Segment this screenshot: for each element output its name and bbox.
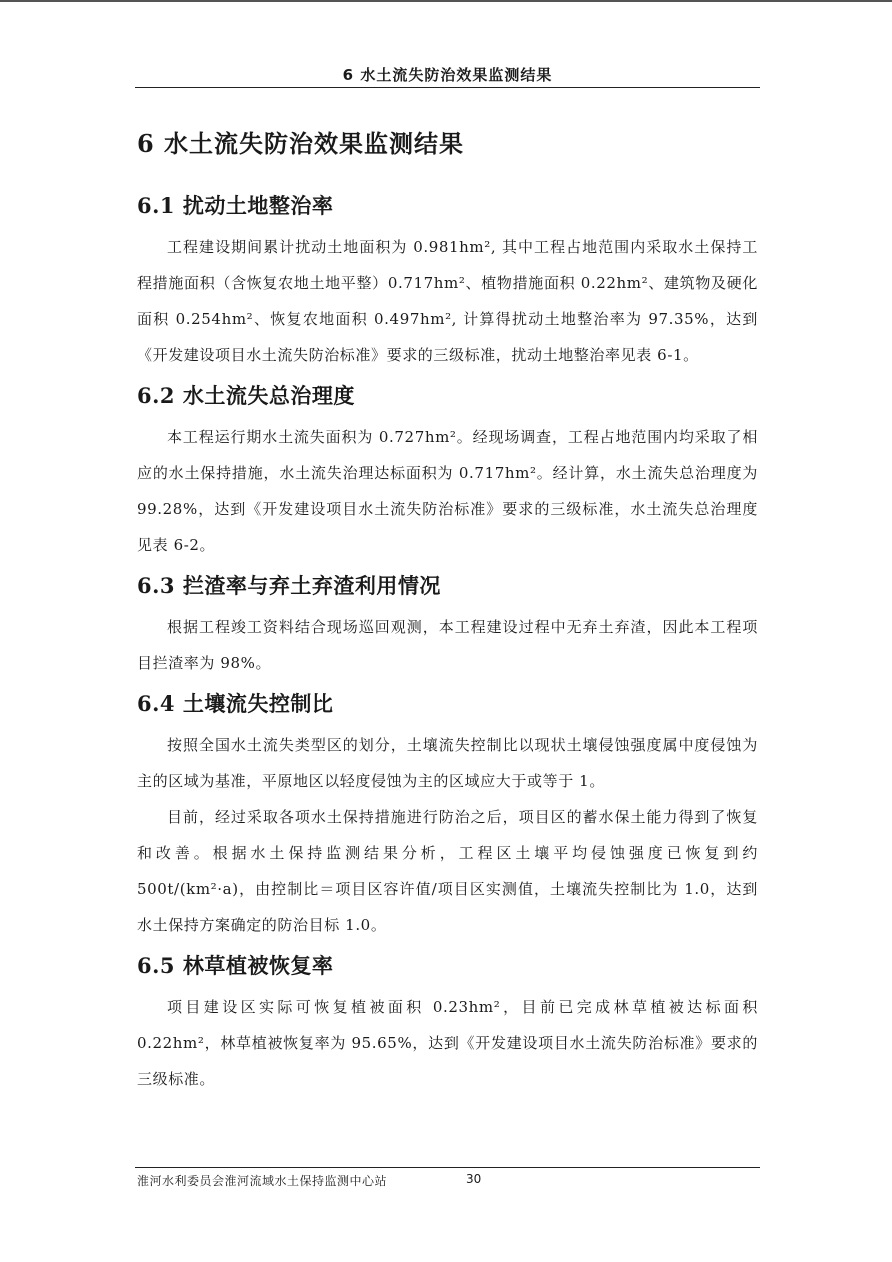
page-number: 30 [466, 1172, 482, 1186]
paragraph: 按照全国水土流失类型区的划分，土壤流失控制比以现状土壤侵蚀强度属中度侵蚀为主的区域为基准，平原地区以轻度侵蚀为主的区域应大于或等于 1。 [137, 736, 758, 790]
header-divider [135, 87, 760, 88]
section-title: 6.1 扰动土地整治率 [137, 193, 334, 218]
page-body [137, 128, 758, 1097]
section-6-1 [137, 183, 758, 373]
paragraph: 工程建设期间累计扰动土地面积为 0.981hm², 其中工程占地范围内采取水土保持工程措施面积（含恢复农地土地平整）0.717hm²、植物措施面积 0.22hm²、建筑物及硬化面积 0.254hm²、恢复农地面积 0.497hm², 计算得扰动土地整治率为 97.35%，达到《开发建设项目水土流失防治标准》要求的三级标准，扰动土地整治率见表 6-1。 [137, 238, 758, 364]
paragraph: 项目建设区实际可恢复植被面积 0.23hm²，目前已完成林草植被达标面积 0.22hm²，林草植被恢复率为 95.65%，达到《开发建设项目水土流失防治标准》要求的三级标准。 [137, 998, 758, 1088]
paragraph: 根据工程竣工资料结合现场巡回观测，本工程建设过程中无弃土弃渣，因此本工程项目拦渣率为 98%。 [137, 618, 758, 672]
section-6-2 [137, 373, 758, 563]
page-top-border [0, 0, 892, 2]
chapter-title: 6 水土流失防治效果监测结果 [137, 129, 465, 158]
section-title: 6.4 土壤流失控制比 [137, 691, 334, 716]
footer-divider [135, 1167, 760, 1168]
section-title: 6.3 拦渣率与弃土弃渣利用情况 [137, 573, 441, 598]
section-title: 6.5 林草植被恢复率 [137, 953, 334, 978]
section-6-5 [137, 943, 758, 1097]
paragraph: 本工程运行期水土流失面积为 0.727hm²。经现场调查，工程占地范围内均采取了相应的水土保持措施，水土流失治理达标面积为 0.717hm²。经计算，水土流失总治理度为 99.28%，达到《开发建设项目水土流失防治标准》要求的三级标准，水土流失总治理度见表 6-2。 [137, 428, 758, 554]
running-header: 6 水土流失防治效果监测结果 [342, 66, 553, 84]
section-title: 6.2 水土流失总治理度 [137, 383, 355, 408]
section-6-3 [137, 563, 758, 681]
footer-organization: 淮河水利委员会淮河流域水土保持监测中心站 [137, 1174, 388, 1188]
paragraph: 目前，经过采取各项水土保持措施进行防治之后，项目区的蓄水保土能力得到了恢复和改善。根据水土保持监测结果分析，工程区土壤平均侵蚀强度已恢复到约 500t/(km²·a)，由控制比＝项目区容许值/项目区实测值，土壤流失控制比为 1.0，达到水土保持方案确定的防治目标 1.0。 [137, 808, 758, 934]
section-6-4 [137, 681, 758, 943]
